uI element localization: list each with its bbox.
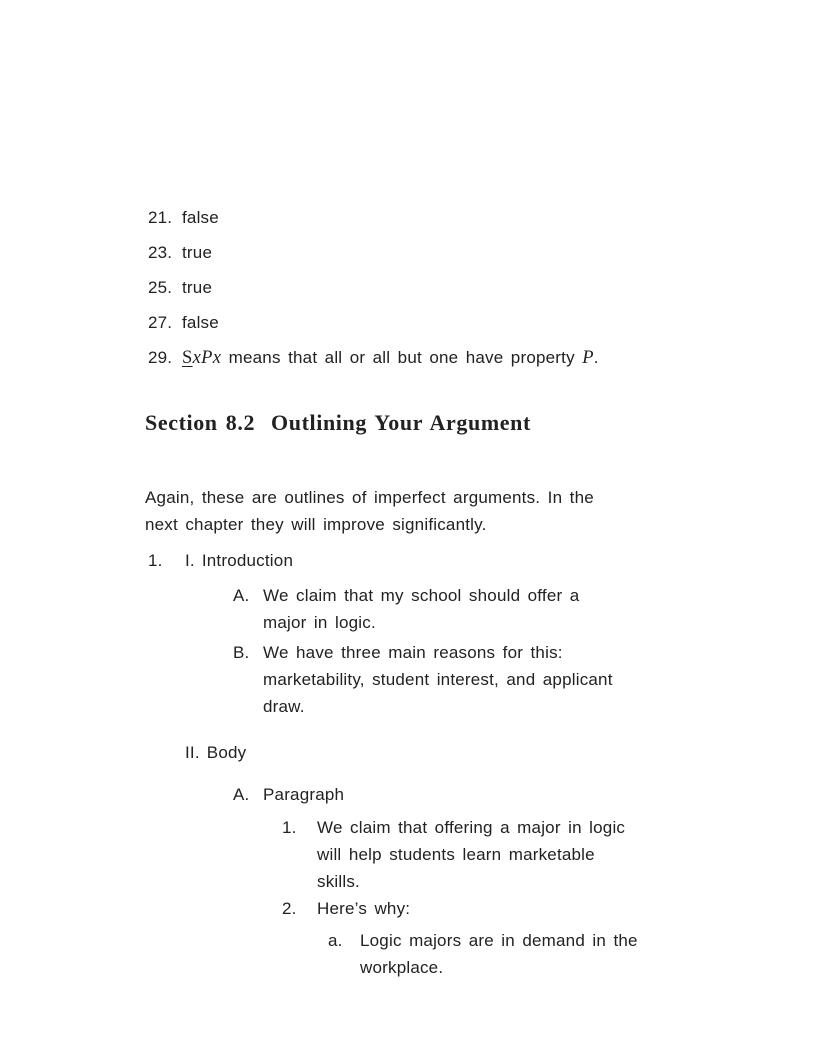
answer-item xyxy=(145,239,676,266)
outline-line: We claim that offering a major in logic xyxy=(317,818,626,837)
outline-item-claim xyxy=(145,582,676,636)
outline-item-heres-why xyxy=(145,895,676,922)
outline-item-paragraph xyxy=(145,781,676,808)
outline-line: marketability, student interest, and applicant xyxy=(263,670,613,689)
outline-item-marketable-skills xyxy=(145,814,676,895)
outline-line: draw. xyxy=(263,697,305,716)
outline-line: Logic majors are in demand in the xyxy=(360,931,638,950)
answer-number: 27. xyxy=(148,313,173,332)
answer-item xyxy=(145,204,676,231)
outline-line: skills. xyxy=(317,872,360,891)
answer-text: false xyxy=(182,313,219,332)
outline-marker: 1. xyxy=(282,818,297,837)
outline-item-demand xyxy=(145,927,676,981)
outline-line: We claim that my school should offer a xyxy=(263,586,580,605)
answer-text-body: means that all or all but one have property xyxy=(221,348,583,367)
answer-period: . xyxy=(593,348,599,367)
outline-item-introduction xyxy=(145,547,676,574)
answer-item xyxy=(145,344,676,372)
exercise-number: 1. xyxy=(148,551,163,570)
math-variables: xPx xyxy=(192,348,222,368)
outline-marker: B. xyxy=(233,643,250,662)
outline xyxy=(145,547,676,981)
answer-item xyxy=(145,274,676,301)
paragraph-line: next chapter they will improve significantly. xyxy=(145,515,487,534)
outline-marker: 2. xyxy=(282,899,297,918)
answer-number: 29. xyxy=(148,348,173,367)
math-property-symbol: P xyxy=(582,348,594,368)
intro-paragraph xyxy=(145,484,676,538)
outline-marker: a. xyxy=(328,931,343,950)
answer-text: true xyxy=(182,278,213,297)
answer-number: 21. xyxy=(148,208,173,227)
outline-line: Introduction xyxy=(201,551,294,570)
outline-marker: A. xyxy=(233,785,250,804)
outline-line: major in logic. xyxy=(263,613,376,632)
outline-line: will help students learn marketable xyxy=(317,845,595,864)
answer-item xyxy=(145,309,676,336)
quantifier-symbol: S xyxy=(182,348,193,368)
outline-item-body xyxy=(145,739,676,766)
outline-marker: A. xyxy=(233,586,250,605)
outline-marker: II. xyxy=(185,743,200,762)
section-label: Section 8.2 xyxy=(145,410,256,435)
outline-item-reasons xyxy=(145,639,676,720)
outline-marker: I. xyxy=(185,551,195,570)
answer-number: 23. xyxy=(148,243,173,262)
answers-list xyxy=(145,204,676,372)
paragraph-line: Again, these are outlines of imperfect arguments. In the xyxy=(145,488,594,507)
outline-line: workplace. xyxy=(360,958,444,977)
answer-text xyxy=(145,344,676,372)
section-title: Outlining Your Argument xyxy=(271,410,531,435)
section-heading xyxy=(145,408,676,438)
math-expression xyxy=(182,348,221,368)
answer-number: 25. xyxy=(148,278,173,297)
outline-line: Body xyxy=(206,743,247,762)
answer-text: true xyxy=(182,243,213,262)
answer-text: false xyxy=(182,208,219,227)
outline-line: Paragraph xyxy=(263,785,345,804)
outline-line: Here’s why: xyxy=(317,899,411,918)
outline-line: We have three main reasons for this: xyxy=(263,643,563,662)
